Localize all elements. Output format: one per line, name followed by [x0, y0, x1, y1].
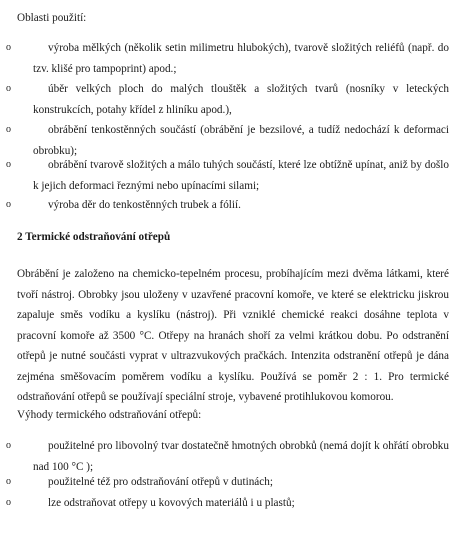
- list-item-text: výroba mělkých (několik setin milimetru hlubokých), tvarově složitých reliéfů (např. do tzv. klišé pro tampoprint) apod.;: [33, 42, 449, 75]
- bullet-icon: o: [6, 440, 11, 451]
- section-title-advantages: Výhody termického odstraňování otřepů:: [17, 409, 202, 421]
- bullet-icon: o: [6, 83, 11, 94]
- bullet-icon: o: [6, 476, 11, 487]
- list-item-text: výroba děr do tenkostěnných trubek a fólií.: [48, 199, 241, 211]
- list-item-text: použitelné pro libovolný tvar dostatečně hmotných obrobků (nemá dojít k ohřátí obrobku nad 100 °C );: [33, 440, 449, 473]
- list-item-text: obrábění tenkostěnných součástí (obrábění je bezsilové, a tudíž nedochází k deformaci obrobku);: [33, 124, 449, 157]
- bullet-icon: o: [6, 42, 11, 53]
- section-heading-thermal-deburring: 2 Termické odstraňování otřepů: [17, 231, 171, 243]
- bullet-icon: o: [6, 159, 11, 170]
- list-item-text: použitelné též pro odstraňování otřepů v dutinách;: [48, 476, 273, 488]
- bullet-icon: o: [6, 124, 11, 135]
- list-item-text: lze odstraňovat otřepy u kovových materiálů i u plastů;: [48, 497, 295, 509]
- bullet-icon: o: [6, 199, 11, 210]
- bullet-icon: o: [6, 497, 11, 508]
- body-paragraph: Obrábění je založeno na chemicko-tepelném procesu, probíhajícím mezi dvěma látkami, které tvoří nástroj. Obrobky jsou uloženy v uzavřené pracovní komoře, ve které se elektricku jiskrou zapaluje směs vodíku a kyslíku (nástroj). Při vzniklé chemické reakci dosáhne teplota v pracovní komoře až 3500 °C. Otřepy na hranách shoří za velmi krátkou dobu. Po odstranění otřepů je nutné součásti vyprat v ultrazvukových pračkách. Intenzita odstranění otřepů je dána zejména směšovacím poměrem vodíku a kyslíku. Používá se poměr 2 : 1. Pro termické odstraňování otřepů se používají speciální stroje, vybavené protihlukovou komorou.: [17, 268, 449, 403]
- section-title-applications: Oblasti použití:: [17, 12, 87, 24]
- list-item-text: úběr velkých ploch do malých tlouštěk a složitých tvarů (nosníky v leteckých konstrukcích, potahy křídel z hliníku apod.),: [33, 83, 449, 116]
- list-item-text: obrábění tvarově složitých a málo tuhých součástí, které lze obtížně upínat, aniž by došlo k jejich deformaci řeznými nebo upínacími silami;: [33, 159, 449, 192]
